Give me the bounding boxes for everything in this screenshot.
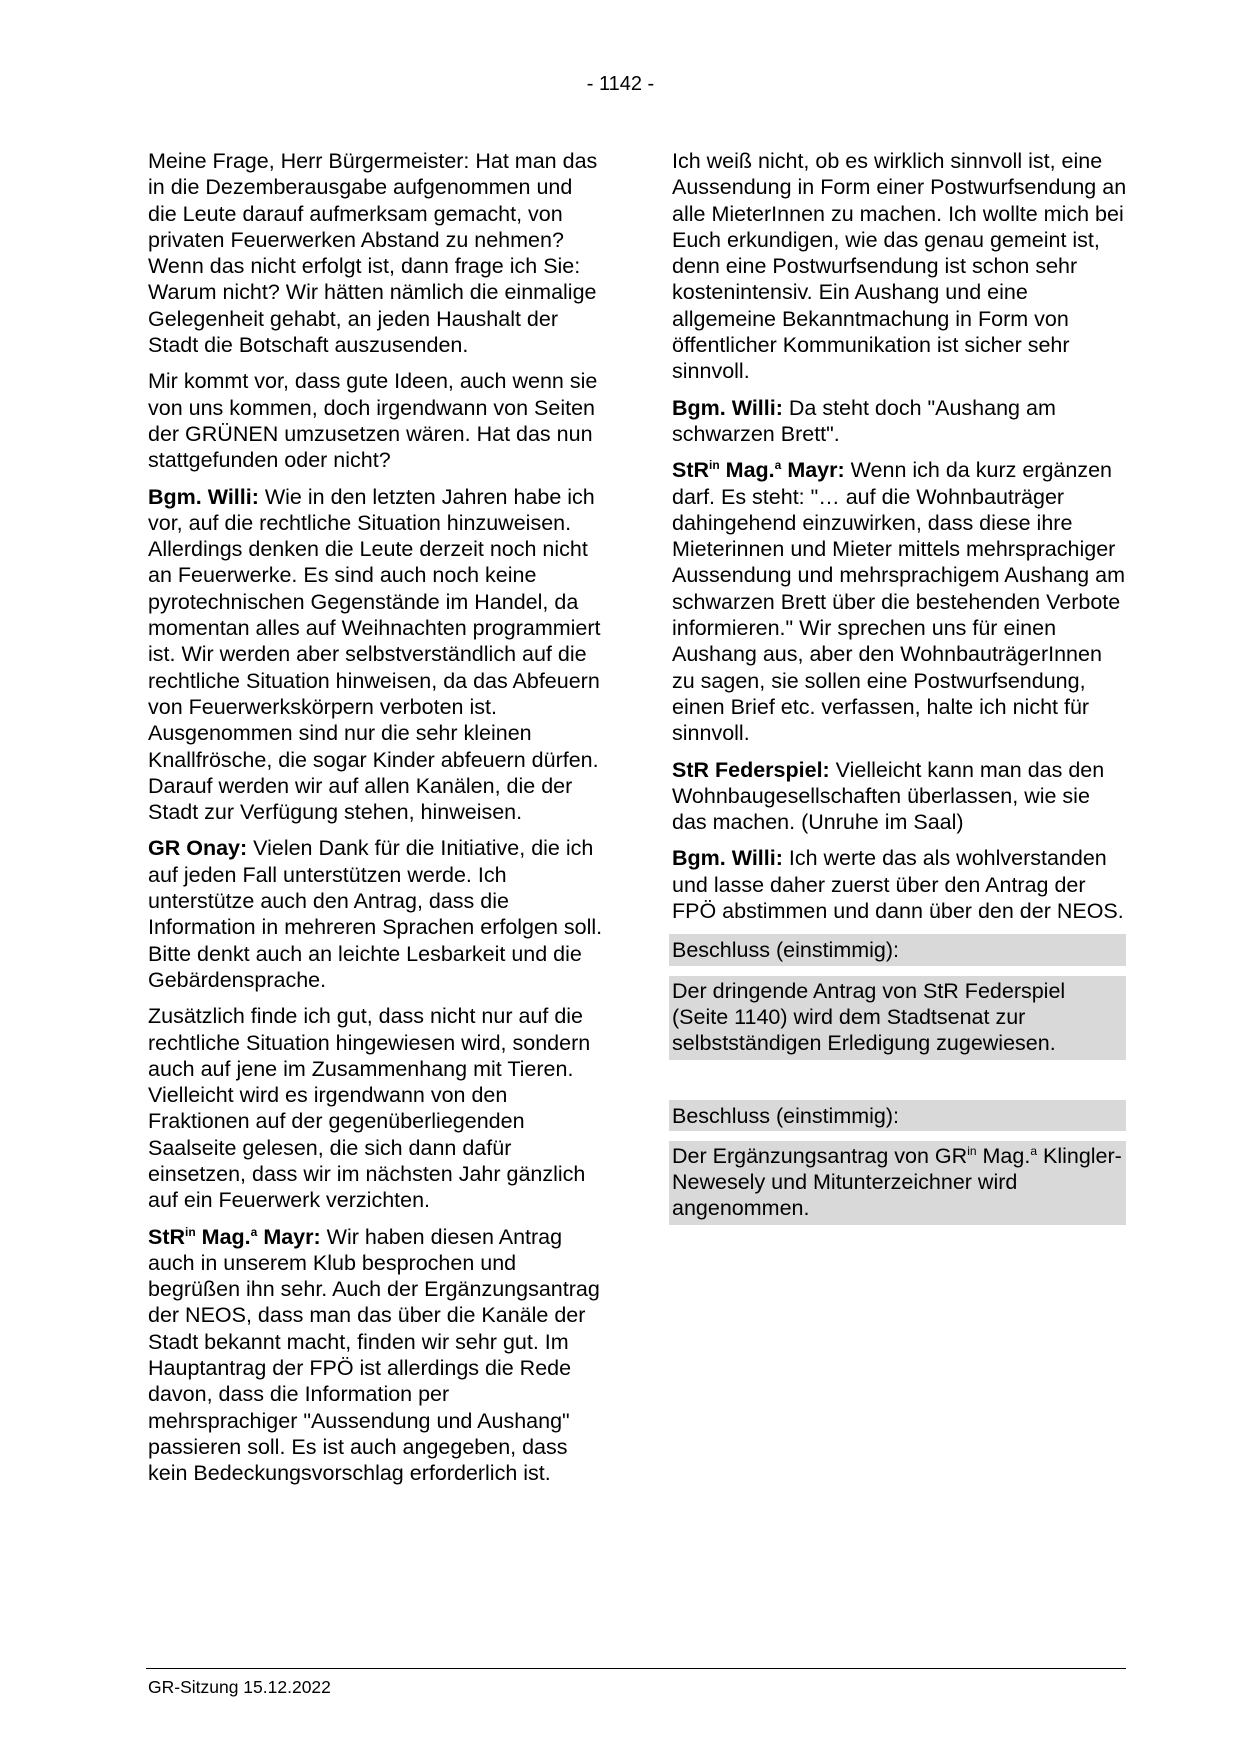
speaker-name: GR Onay: <box>148 836 248 861</box>
speaker-name: StR Federspiel: <box>672 757 830 782</box>
speaker-degree: Mag. <box>195 1224 251 1249</box>
right-column <box>672 148 1127 1225</box>
speaker-superscript: a <box>250 1224 258 1239</box>
decision-superscript: a <box>1030 1143 1037 1158</box>
speaker-surname: Mayr: <box>257 1224 321 1249</box>
decision-heading: Beschluss (einstimmig): <box>669 1100 1126 1131</box>
speaker-surname: Mayr: <box>781 458 845 483</box>
paragraph <box>148 835 603 993</box>
paragraph-text: Mir kommt vor, dass gute Ideen, auch wenn sie von uns kommen, doch irgendwann von Seiten der GRÜNEN umzusetzen wären. Hat das nun stattgefunden oder nicht? <box>148 369 598 473</box>
speaker-title: StR <box>148 1224 186 1249</box>
paragraph-text: Vielen Dank für die Initiative, die ich auf jeden Fall unterstützen werde. Ich unterstütze auch den Antrag, dass die Information in mehreren Sprachen erfolgen soll. Bitte denkt auch an leichte Lesbarkeit und die Gebärdensprache. <box>148 836 603 992</box>
speaker-degree: Mag. <box>719 458 775 483</box>
decision-text: Der dringende Antrag von StR Federspiel (Seite 1140) wird dem Stadtsenat zur selbstständigen Erledigung zugewiesen. <box>669 976 1126 1060</box>
paragraph-text: Meine Frage, Herr Bürgermeister: Hat man das in die Dezemberausgabe aufgenommen und die Leute darauf aufmerksam gemacht, von privaten Feuerwerken Abstand zu nehmen? Wenn das nicht erfolgt ist, dann frage ich Sie: Warum nicht? Wir hätten nämlich die einmalige Gelegenheit gehabt, an jeden Haushalt der Stadt die Botschaft auszusenden. <box>148 149 598 358</box>
decision-superscript: in <box>967 1143 977 1158</box>
speaker-superscript: in <box>185 1224 196 1239</box>
footer-divider <box>146 1668 1126 1669</box>
paragraph <box>672 148 1127 385</box>
paragraph <box>148 484 603 826</box>
paragraph-text: Wenn ich da kurz ergänzen darf. Es steht: "… auf die Wohnbauträger dahingehend einzuwirken, dass diese ihre Mieterinnen und Mieter mittels mehrsprachiger Aussendung und mehrsprachigem Aushang am schwarzen Brett über die bestehenden Verbote informieren." Wir sprechen uns für einen Aushang aus, aber den WohnbauträgerInnen zu sagen, sie sollen eine Postwurfsendung, einen Brief etc. verfassen, halte ich nicht für sinnvoll. <box>672 458 1125 746</box>
page-number: - 1142 - <box>586 73 655 95</box>
decision-text-part: Klingler-Newesely und Mitunterzeichner wird angenommen. <box>672 1143 1122 1221</box>
paragraph <box>148 148 603 358</box>
paragraph <box>672 845 1127 924</box>
decision-text <box>669 1141 1126 1225</box>
decision-box <box>669 1100 1126 1225</box>
decision-box <box>669 934 1126 1059</box>
spacer <box>672 1060 1127 1100</box>
speaker-superscript: a <box>774 458 782 473</box>
speaker-superscript: in <box>709 458 720 473</box>
paragraph-text: Wie in den letzten Jahren habe ich vor, auf die rechtliche Situation hinzuweisen. Allerdings denken die Leute derzeit noch nicht an Feuerwerke. Es sind auch noch keine pyrotechnischen Gegenstände im Handel, da momentan alles auf Weihnachten programmiert ist. Wir werden aber selbstverständlich auf die rechtliche Situation hinweisen, da das Abfeuern von Feuerwerkskörpern verboten ist. Ausgenommen sind nur die sehr kleinen Knallfrösche, die sogar Kinder abfeuern dürfen. Darauf werden wir auf allen Kanälen, die der Stadt zur Verfügung stehen, hinweisen. <box>148 484 601 825</box>
paragraph <box>148 368 603 473</box>
speaker-name: Bgm. Willi: <box>672 395 783 420</box>
speaker-name: Bgm. Willi: <box>148 484 259 509</box>
speaker-name <box>148 1225 321 1249</box>
speaker-title: StR <box>672 458 710 483</box>
decision-text-part: Der Ergänzungsantrag von GR <box>672 1143 968 1168</box>
paragraph <box>672 395 1127 448</box>
paragraph <box>148 1003 603 1213</box>
decision-text-part: Mag. <box>976 1143 1031 1168</box>
paragraph-text: Wir haben diesen Antrag auch in unserem Klub besprochen und begrüßen ihn sehr. Auch der Ergänzungsantrag der NEOS, dass man das über die Kanäle der Stadt bekannt macht, finden wir sehr gut. Im Hauptantrag der FPÖ ist allerdings die Rede davon, dass die Information per mehrsprachiger "Aussendung und Aushang" passieren soll. Es ist auch angegeben, dass kein Bedeckungsvorschlag erforderlich ist. <box>148 1224 600 1486</box>
left-column <box>148 148 603 1497</box>
speaker-name <box>672 458 845 482</box>
decision-heading: Beschluss (einstimmig): <box>669 934 1126 965</box>
paragraph-text: Zusätzlich finde ich gut, dass nicht nur auf die rechtliche Situation hingewiesen wird, sondern auch auf jene im Zusammenhang mit Tieren. Vielleicht wird es irgendwann von den Fraktionen auf der gegenüberliegenden Saalseite gelesen, die sich dann dafür einsetzen, dass wir im nächsten Jahr gänzlich auf ein Feuerwerk verzichten. <box>148 1004 591 1213</box>
paragraph-text: Vielleicht kann man das den Wohnbaugesellschaften überlassen, wie sie das machen. (Unruhe im Saal) <box>672 757 1105 835</box>
paragraph-text: Ich werte das als wohlverstanden und lasse daher zuerst über den Antrag der FPÖ abstimmen und dann über den der NEOS. <box>672 846 1124 924</box>
footer-session-date: GR-Sitzung 15.12.2022 <box>148 1677 331 1697</box>
paragraph <box>148 1224 603 1487</box>
paragraph-text: Da steht doch "Aushang am schwarzen Brett". <box>672 395 1056 446</box>
speaker-name: Bgm. Willi: <box>672 846 783 871</box>
paragraph <box>672 757 1127 836</box>
paragraph-text: Ich weiß nicht, ob es wirklich sinnvoll ist, eine Aussendung in Form einer Postwurfsendung an alle MieterInnen zu machen. Ich wollte mich bei Euch erkundigen, wie das genau gemeint ist, denn eine Postwurfsendung ist schon sehr kostenintensiv. Ein Aushang und eine allgemeine Bekanntmachung in Form von öffentlicher Kommunikation ist sicher sehr sinnvoll. <box>672 149 1127 384</box>
paragraph <box>672 457 1127 746</box>
